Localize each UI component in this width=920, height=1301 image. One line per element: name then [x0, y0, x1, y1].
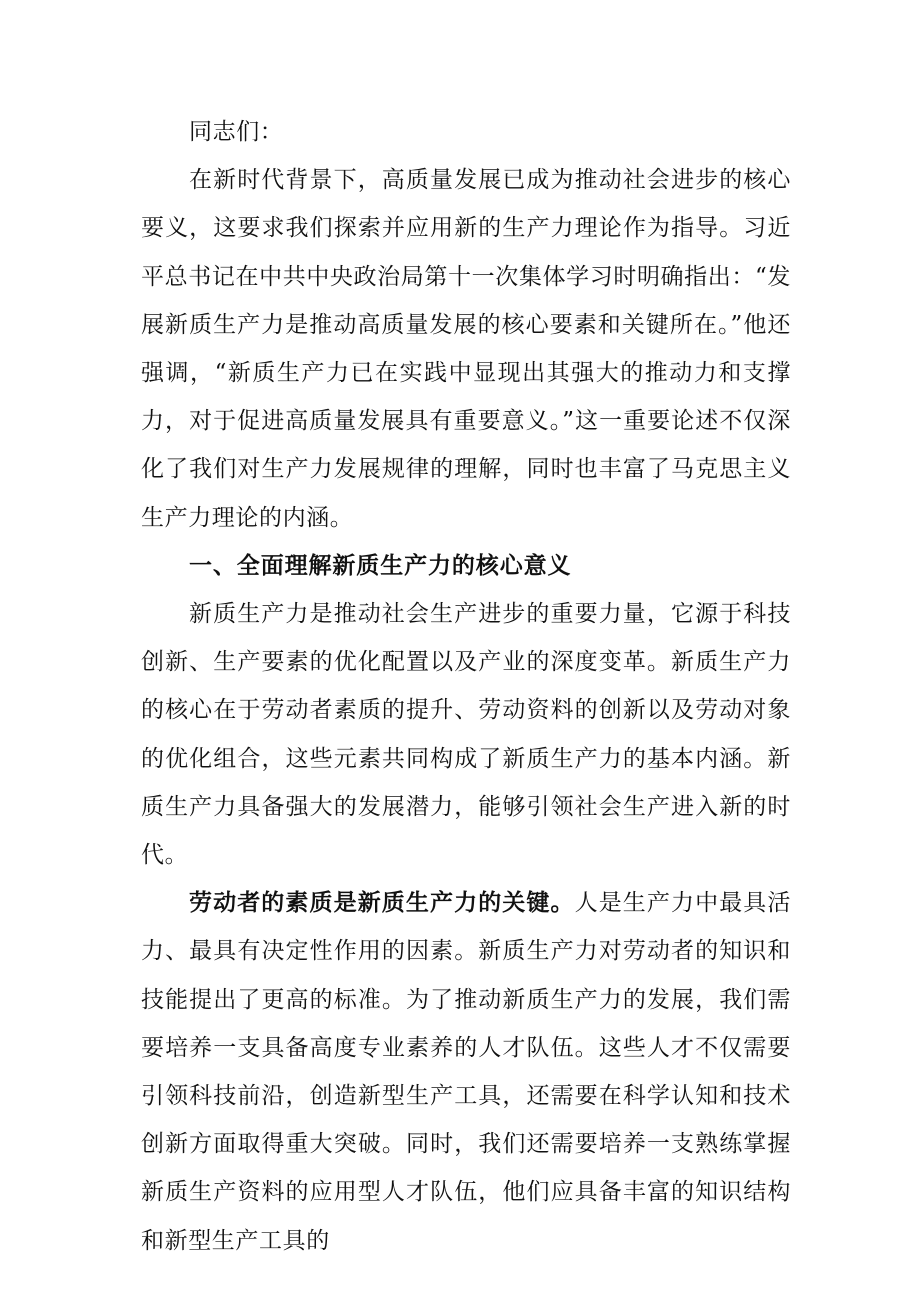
paragraph-lead-sentence: 劳动者的素质是新质生产力的关键。	[189, 889, 575, 917]
document-body	[141, 108, 791, 1265]
paragraph-body-text: 人是生产力中最具活力、最具有决定性作用的因素。新质生产力对劳动者的知识和技能提出了更高的标准。为了推动新质生产力的发展，我们需要培养一支具备高度专业素养的人才队伍。这些人才不仅需要引领科技前沿，创造新型生产工具，还需要在科学认知和技术创新方面取得重大突破。同时，我们还需要培养一支熟练掌握新质生产资料的应用型人才队伍，他们应具备丰富的知识结构和新型生产工具的	[141, 890, 791, 1254]
intro-paragraph: 在新时代背景下，高质量发展已成为推动社会进步的核心要义，这要求我们探索并应用新的生产力理论作为指导。习近平总书记在中共中央政治局第十一次集体学习时明确指出：“发展新质生产力是推动高质量发展的核心要素和关键所在。”他还强调，“新质生产力已在实践中显现出其强大的推动力和支撑力，对于促进高质量发展具有重要意义。”这一重要论述不仅深化了我们对生产力发展规律的理解，同时也丰富了马克思主义生产力理论的内涵。	[141, 167, 791, 531]
salutation: 同志们：	[189, 119, 284, 145]
section-heading: 一、全面理解新质生产力的核心意义	[189, 551, 572, 579]
section-paragraph-2	[141, 879, 791, 1265]
section-paragraph-1: 新质生产力是推动社会生产进步的重要力量，它源于科技创新、生产要素的优化配置以及产业的深度变革。新质生产力的核心在于劳动者素质的提升、劳动资料的创新以及劳动对象的优化组合，这些元素共同构成了新质生产力的基本内涵。新质生产力具备强大的发展潜力，能够引领社会生产进入新的时代。	[141, 601, 791, 869]
